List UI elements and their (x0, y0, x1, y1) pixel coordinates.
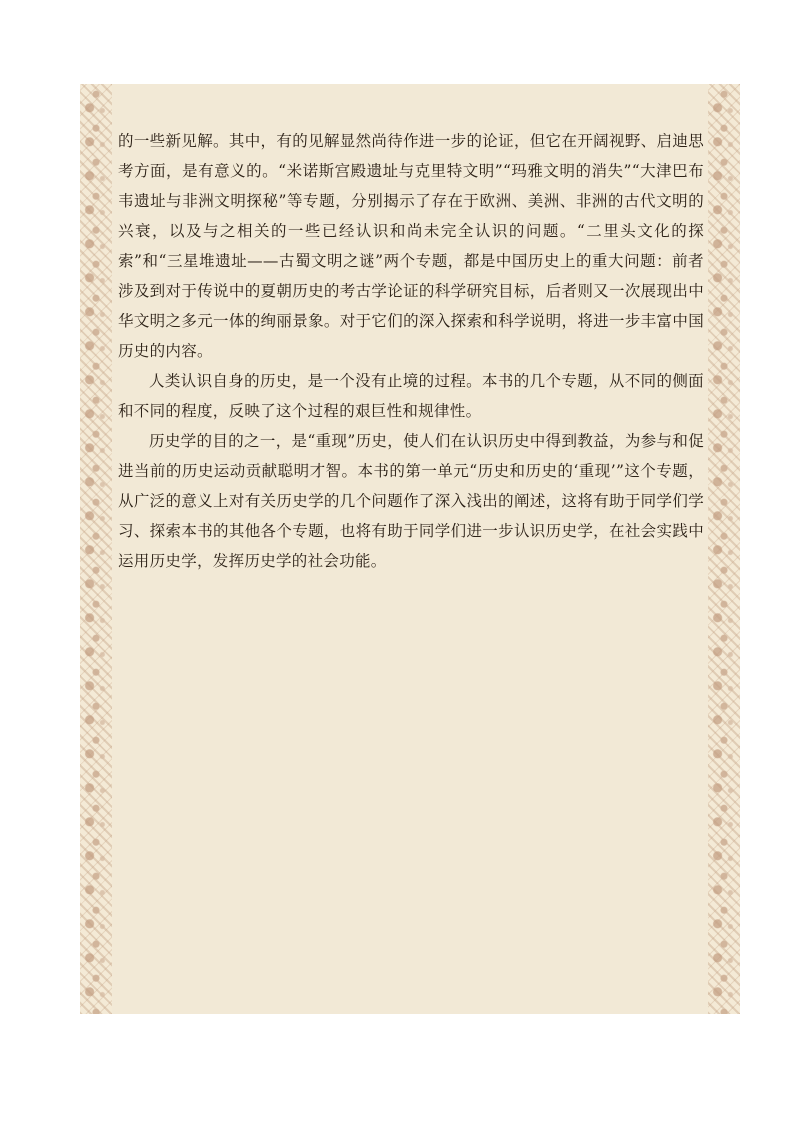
paragraph: 历史学的目的之一，是“重现”历史，使人们在认识历史中得到教益，为参与和促进当前的历史运动贡献聪明才智。本书的第一单元“历史和历史的‘重现’”这个专题，从广泛的意义上对有关历史学的几个问题作了深入浅出的阐述，这将有助于同学们学习、探索本书的其他各个专题，也将有助于同学们进一步认识历史学，在社会实践中运用历史学，发挥历史学的社会功能。 (118, 432, 704, 570)
body-text (118, 126, 704, 576)
decorative-border-left (80, 84, 112, 1014)
paragraph: 人类认识自身的历史，是一个没有止境的过程。本书的几个专题，从不同的侧面和不同的程度，反映了这个过程的艰巨性和规律性。 (118, 372, 704, 420)
document-page (80, 84, 740, 1014)
paragraph-continued: 的一些新见解。其中，有的见解显然尚待作进一步的论证，但它在开阔视野、启迪思考方面，是有意义的。“米诺斯宫殿遗址与克里特文明”“玛雅文明的消失”“大津巴布韦遗址与非洲文明探秘”等专题，分别揭示了存在于欧洲、美洲、非洲的古代文明的兴衰，以及与之相关的一些已经认识和尚未完全认识的问题。“二里头文化的探索”和“三星堆遗址——古蜀文明之谜”两个专题，都是中国历史上的重大问题：前者涉及到对于传说中的夏朝历史的考古学论证的科学研究目标，后者则又一次展现出中华文明之多元一体的绚丽景象。对于它们的深入探索和科学说明，将进一步丰富中国历史的内容。 (118, 132, 704, 360)
decorative-border-right (708, 84, 740, 1014)
